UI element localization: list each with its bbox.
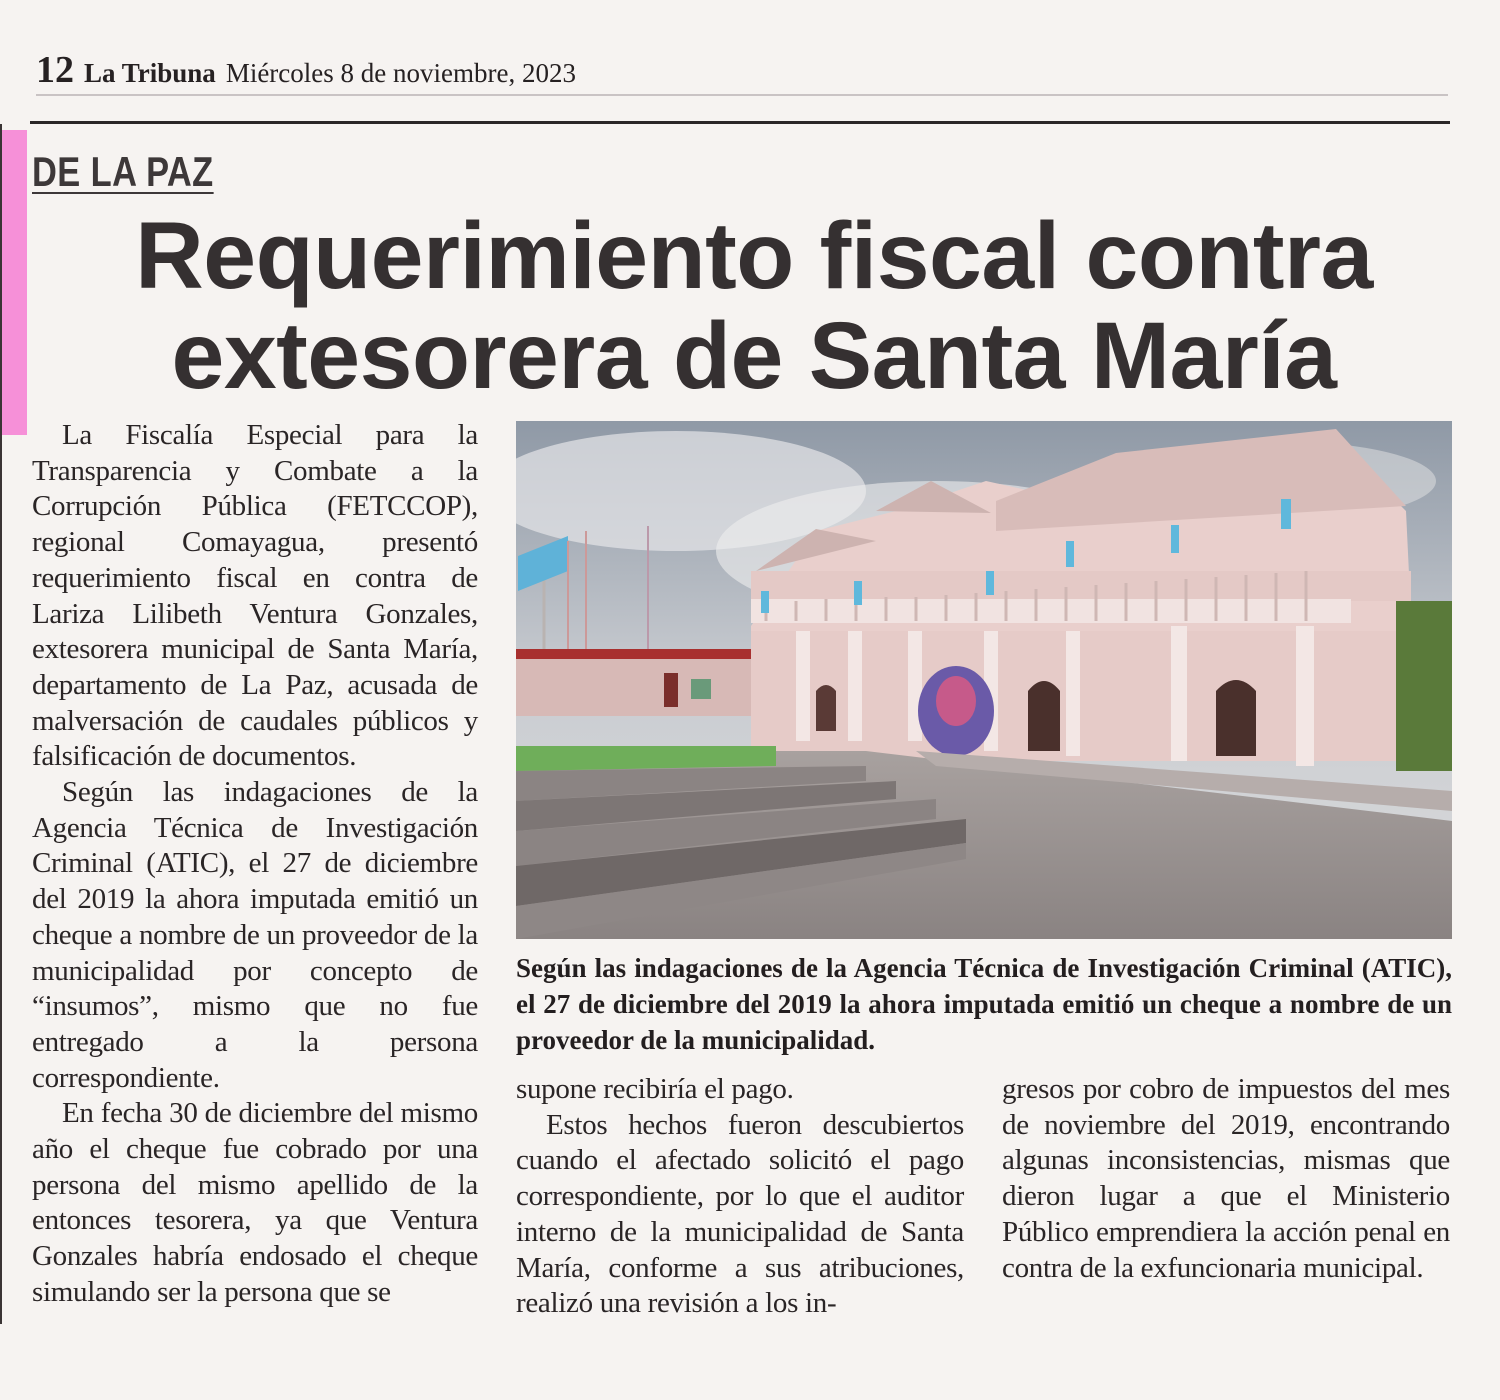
paragraph: En fecha 30 de diciembre del mismo año el cheque fue cobrado por una persona del mismo apellido de la entonces tesorera, ya que Ventura Gonzales habría endosado el cheque simulando ser la persona que se — [32, 1097, 478, 1308]
headline-line-1: Requerimiento fiscal contra — [135, 203, 1373, 309]
town-hall-image — [516, 421, 1452, 939]
paragraph: gresos por cobro de impuestos del mes de noviembre del 2019, encontrando algunas inconsistencias, mismas que dieron lugar a que el Ministerio Público emprendiera la acción penal en contra de la exfuncionaria municipal. — [1002, 1073, 1450, 1284]
newspaper-name: La Tribuna — [84, 58, 216, 88]
page-number: 12 — [36, 49, 74, 91]
article-column-1 — [32, 418, 478, 1311]
headline — [44, 203, 1464, 409]
highlighter-mark — [2, 130, 27, 435]
headline-line-2: extesorera de Santa María — [171, 303, 1337, 409]
paragraph: Según las indagaciones de la Agencia Técnica de Investigación Criminal (ATIC), el 27 de diciembre del 2019 la ahora imputada emitió un cheque a nombre de un proveedor de la municipalidad por concepto de “insumos”, mismo que no fue entregado a la persona correspondiente. — [32, 776, 478, 1094]
paragraph: La Fiscalía Especial para la Transparencia y Combate a la Corrupción Pública (FETCCOP), regional Comayagua, presentó requerimiento fiscal en contra de Lariza Lilibeth Ventura Gonzales, extesorera municipal de Santa María, departamento de La Paz, acusada de malversación de caudales públicos y falsificación de documentos. — [32, 419, 478, 773]
masthead — [36, 48, 1448, 96]
photo-caption: Según las indagaciones de la Agencia Técnica de Investigación Criminal (ATIC), el 27 de diciembre del 2019 la ahora imputada emitió un cheque a nombre de un proveedor de la municipalidad. — [516, 953, 1452, 1055]
publication-date: Miércoles 8 de noviembre, 2023 — [225, 58, 576, 88]
article-column-3 — [1002, 1072, 1450, 1286]
article-photo — [516, 421, 1452, 939]
article-column-2 — [516, 1072, 964, 1322]
paragraph: supone recibiría el pago. — [516, 1073, 794, 1105]
section-divider — [30, 121, 1450, 124]
paragraph: Estos hechos fueron descubiertos cuando el afectado solicitó el pago correspondiente, por lo que el auditor interno de la municipalidad de Santa María, conforme a sus atribuciones, realizó una revisión a los in- — [516, 1108, 964, 1320]
section-label: DE LA PAZ — [32, 148, 214, 195]
